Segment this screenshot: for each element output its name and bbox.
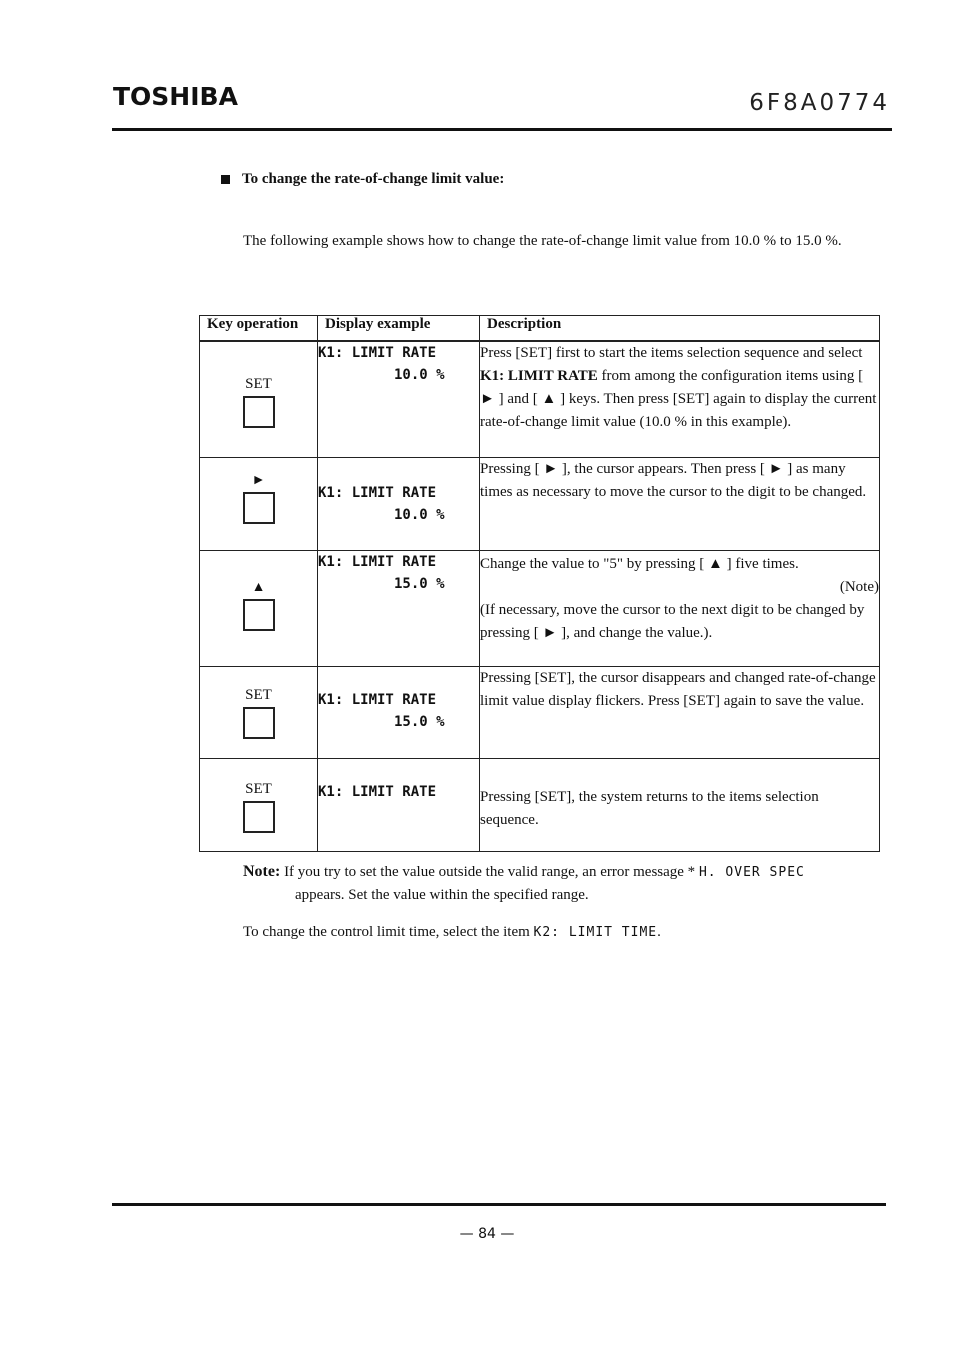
key-cell [200, 457, 318, 550]
table-row [200, 457, 880, 550]
display-line-2: 15.0 % [394, 575, 445, 592]
key-label: SET [245, 780, 272, 797]
description-note-label: (Note) [839, 578, 879, 595]
up-key-icon [243, 599, 275, 631]
key-cell [200, 550, 318, 666]
display-example [318, 550, 480, 666]
display-line-1: K1: LIMIT RATE [318, 553, 437, 570]
display-line-1: K1: LIMIT RATE [318, 691, 437, 708]
page-number: — 84 — [459, 1226, 515, 1242]
set-key-icon [243, 707, 275, 739]
closing-paragraph [243, 924, 661, 941]
table-row [200, 550, 880, 666]
right-key-icon [243, 492, 275, 524]
key-operation-table [199, 315, 880, 852]
closing-punct: . [657, 924, 661, 940]
key-cell [200, 666, 318, 758]
note-text-continued: appears. Set the value within the specified range. [295, 887, 589, 903]
note-paragraph [243, 861, 883, 906]
description-cell [480, 550, 880, 666]
table-header-row [200, 316, 880, 342]
description-text: Change the value to "5" by pressing [ ▲ ] five times. [480, 555, 799, 572]
display-example [318, 666, 480, 758]
display-line-2: 15.0 % [394, 713, 445, 730]
key-cell [200, 758, 318, 851]
section-title [221, 171, 504, 188]
display-example [318, 457, 480, 550]
intro-paragraph: The following example shows how to change the rate-of-change limit value from 10.0 % to 15.0 %. [243, 233, 842, 249]
table-row [200, 666, 880, 758]
display-example [318, 758, 480, 851]
description-cell: Pressing [SET], the system returns to the items selection sequence. [480, 758, 880, 851]
header-key-operation: Key operation [200, 316, 318, 342]
up-arrow-icon: ▲ [251, 579, 266, 595]
note-label: Note: [243, 863, 281, 880]
footer-rule [112, 1203, 886, 1206]
header-description: Description [480, 316, 880, 342]
display-line-1: K1: LIMIT RATE [318, 345, 437, 361]
bullet-square-icon [221, 175, 230, 184]
document-number: 6F8A0774 [749, 90, 890, 116]
error-message-code: H. OVER SPEC [698, 865, 805, 880]
description-cell: Pressing [ ► ], the cursor appears. Then press [ ► ] as many times as necessary to move the cursor to the digit to be changed. [480, 457, 880, 550]
display-line-1: K1: LIMIT RATE [318, 783, 437, 800]
key-label: SET [245, 376, 272, 392]
description-cell [480, 341, 880, 457]
section-title-text: To change the rate-of-change limit value: [242, 171, 505, 187]
display-line-1: K1: LIMIT RATE [318, 484, 437, 501]
description-text: Press [SET] first to start the items selection sequence and select [480, 345, 863, 361]
item-code: K2: LIMIT TIME [533, 925, 658, 940]
table-row [200, 341, 880, 457]
note-text: If you try to set the value outside the valid range, an error message * [284, 864, 699, 880]
display-line-2: 10.0 % [394, 367, 445, 383]
description-text: from among the configuration items using [ ► ] and [ ▲ ] keys. Then press [SET] again to display the current rate-of-change limit value (10.0 % in this example). [480, 368, 877, 430]
description-cell: Pressing [SET], the cursor disappears and changed rate-of-change limit value display flickers. Press [SET] again to save the value. [480, 666, 880, 758]
description-item-name: K1: LIMIT RATE [480, 368, 598, 384]
header-display-example: Display example [318, 316, 480, 342]
table-row [200, 758, 880, 851]
set-key-icon [243, 801, 275, 833]
right-arrow-icon: ► [251, 472, 266, 488]
description-extra: (If necessary, move the cursor to the next digit to be changed by pressing [ ► ], and change the value.). [480, 601, 865, 641]
set-key-icon [243, 396, 275, 428]
brand-logo-text: TOSHIBA [113, 82, 238, 111]
header-rule [112, 128, 892, 131]
display-example [318, 341, 480, 457]
closing-text: To change the control limit time, select the item [243, 924, 534, 940]
display-line-2: 10.0 % [394, 506, 445, 523]
key-label: SET [245, 686, 272, 703]
key-cell [200, 341, 318, 457]
